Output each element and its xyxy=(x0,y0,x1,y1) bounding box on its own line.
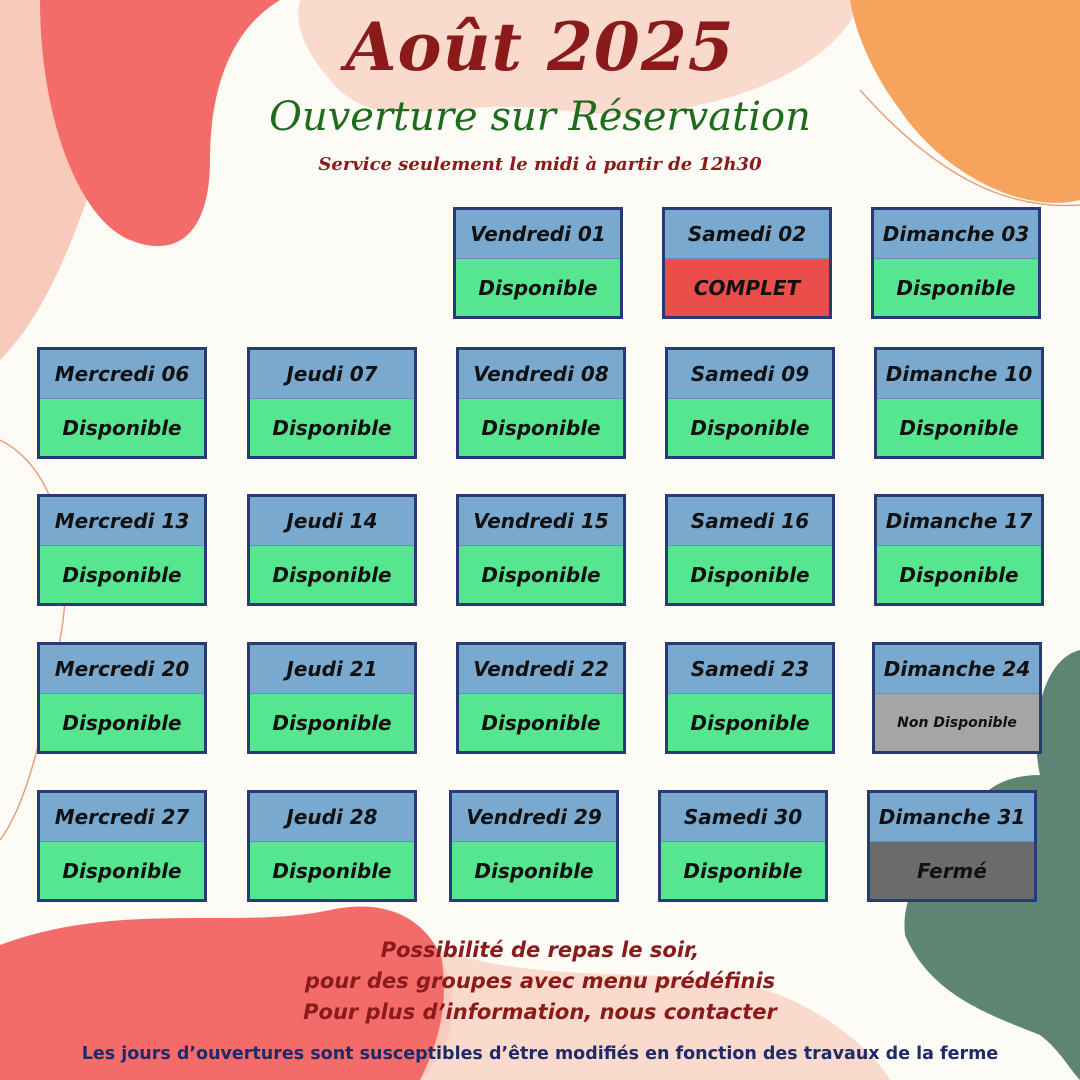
day-label: Mercredi 27 xyxy=(40,793,204,842)
day-status-available: Disponible xyxy=(877,546,1041,603)
day-card xyxy=(874,347,1044,459)
day-status-available: Disponible xyxy=(452,842,616,899)
footer-notice: Les jours d’ouvertures sont susceptibles d’être modifiés en fonction des travaux de la ferme xyxy=(81,1044,999,1064)
day-status-available: Disponible xyxy=(40,546,204,603)
day-status-available: Disponible xyxy=(250,694,414,751)
day-status-available: Disponible xyxy=(456,259,620,316)
day-label: Samedi 30 xyxy=(661,793,825,842)
day-label: Dimanche 24 xyxy=(875,645,1039,694)
page-subtitle: Ouverture sur Réservation xyxy=(269,94,811,140)
day-card xyxy=(37,642,207,754)
footer-line-1: Possibilité de repas le soir, xyxy=(380,938,700,962)
day-label: Mercredi 13 xyxy=(40,497,204,546)
day-card xyxy=(662,207,832,319)
day-card xyxy=(453,207,623,319)
day-label: Samedi 02 xyxy=(665,210,829,259)
day-card xyxy=(456,494,626,606)
day-status-closed: Fermé xyxy=(870,842,1034,899)
day-card xyxy=(37,790,207,902)
day-card xyxy=(658,790,828,902)
page-title: Août 2025 xyxy=(345,8,735,86)
day-card xyxy=(247,494,417,606)
day-card xyxy=(449,790,619,902)
day-card xyxy=(247,642,417,754)
day-label: Vendredi 08 xyxy=(459,350,623,399)
day-card xyxy=(872,642,1042,754)
day-status-available: Disponible xyxy=(459,694,623,751)
day-label: Vendredi 22 xyxy=(459,645,623,694)
day-label: Dimanche 03 xyxy=(874,210,1038,259)
day-label: Mercredi 20 xyxy=(40,645,204,694)
day-card xyxy=(37,347,207,459)
day-label: Samedi 09 xyxy=(668,350,832,399)
day-label: Vendredi 15 xyxy=(459,497,623,546)
day-card xyxy=(37,494,207,606)
day-status-available: Disponible xyxy=(668,546,832,603)
day-status-available: Disponible xyxy=(40,842,204,899)
service-hours: Service seulement le midi à partir de 12h30 xyxy=(318,154,762,175)
day-card xyxy=(874,494,1044,606)
day-status-available: Disponible xyxy=(874,259,1038,316)
day-status-available: Disponible xyxy=(668,399,832,456)
day-card xyxy=(456,347,626,459)
day-card xyxy=(665,642,835,754)
day-card xyxy=(456,642,626,754)
day-label: Vendredi 01 xyxy=(456,210,620,259)
day-status-available: Disponible xyxy=(459,546,623,603)
day-status-available: Disponible xyxy=(877,399,1041,456)
day-label: Jeudi 21 xyxy=(250,645,414,694)
day-label: Dimanche 10 xyxy=(877,350,1041,399)
day-card xyxy=(871,207,1041,319)
day-label: Mercredi 06 xyxy=(40,350,204,399)
day-label: Vendredi 29 xyxy=(452,793,616,842)
day-status-available: Disponible xyxy=(250,399,414,456)
day-label: Dimanche 17 xyxy=(877,497,1041,546)
footer-line-3: Pour plus d’information, nous contacter xyxy=(303,1000,777,1024)
day-status-available: Disponible xyxy=(40,399,204,456)
day-label: Jeudi 07 xyxy=(250,350,414,399)
day-label: Samedi 23 xyxy=(668,645,832,694)
day-status-available: Disponible xyxy=(661,842,825,899)
footer-line-2: pour des groupes avec menu prédéfinis xyxy=(304,969,776,993)
day-card xyxy=(665,347,835,459)
day-label: Samedi 16 xyxy=(668,497,832,546)
day-status-available: Disponible xyxy=(668,694,832,751)
day-status-unavailable: Non Disponible xyxy=(875,694,1039,751)
day-card xyxy=(665,494,835,606)
day-card xyxy=(247,790,417,902)
day-card xyxy=(247,347,417,459)
day-label: Jeudi 28 xyxy=(250,793,414,842)
day-status-available: Disponible xyxy=(250,842,414,899)
day-card xyxy=(867,790,1037,902)
day-status-available: Disponible xyxy=(250,546,414,603)
day-status-complet: COMPLET xyxy=(665,259,829,316)
day-status-available: Disponible xyxy=(40,694,204,751)
day-status-available: Disponible xyxy=(459,399,623,456)
day-label: Jeudi 14 xyxy=(250,497,414,546)
day-label: Dimanche 31 xyxy=(870,793,1034,842)
